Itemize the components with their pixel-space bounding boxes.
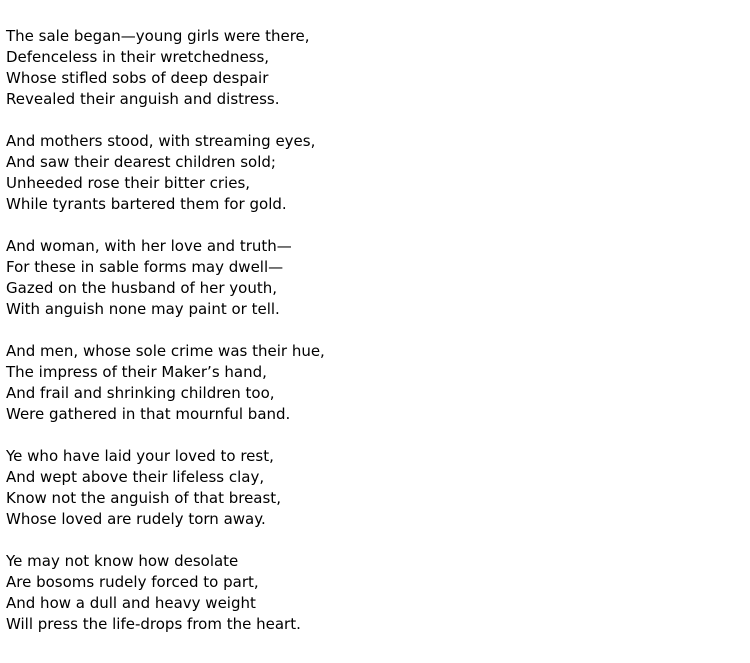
poem-line: While tyrants bartered them for gold. [6,195,287,213]
poem-line: The sale began—young girls were there, [6,27,310,45]
poem-line: And how a dull and heavy weight [6,594,256,612]
poem-line: And frail and shrinking children too, [6,384,275,402]
poem-line: And saw their dearest children sold; [6,153,276,171]
stanza-1 [6,26,746,110]
stanza-5 [6,446,746,530]
stanza-6 [6,551,746,635]
poem-line: Gazed on the husband of her youth, [6,279,277,297]
poem-line: And woman, with her love and truth— [6,237,292,255]
poem-line: And men, whose sole crime was their hue, [6,342,325,360]
poem-line: Ye may not know how desolate [6,552,239,570]
poem-line: Were gathered in that mournful band. [6,405,291,423]
poem-line: Whose loved are rudely torn away. [6,510,266,528]
poem-line: Know not the anguish of that breast, [6,489,281,507]
poem-line: Are bosoms rudely forced to part, [6,573,259,591]
poem-line: Whose stifled sobs of deep despair [6,69,269,87]
stanza-2 [6,131,746,215]
poem-line: Revealed their anguish and distress. [6,90,280,108]
poem-line: For these in sable forms may dwell— [6,258,284,276]
poem-line: And wept above their lifeless clay, [6,468,265,486]
poem-line: The impress of their Maker’s hand, [6,363,267,381]
poem-line: Defenceless in their wretchedness, [6,48,270,66]
poem-line: With anguish none may paint or tell. [6,300,280,318]
poem-line: Ye who have laid your loved to rest, [6,447,274,465]
stanza-4 [6,341,746,425]
poem-text [6,26,746,635]
poem-line: Will press the life-drops from the heart. [6,615,301,633]
poem-line: And mothers stood, with streaming eyes, [6,132,316,150]
stanza-3 [6,236,746,320]
poem-line: Unheeded rose their bitter cries, [6,174,251,192]
